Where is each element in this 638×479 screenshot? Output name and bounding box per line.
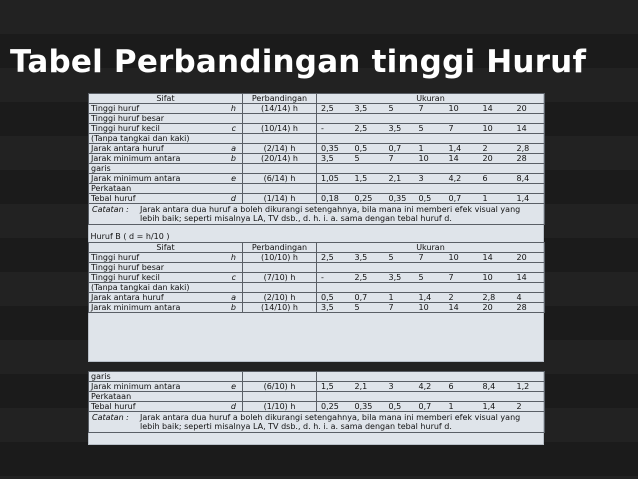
size-cell — [513, 184, 545, 194]
row-label: (Tanpa tangkai dan kaki) — [89, 134, 221, 144]
row-label: Tinggi huruf — [89, 253, 221, 263]
header-ukuran: Ukuran — [317, 94, 545, 104]
row-symbol — [221, 283, 243, 293]
size-cell: 3,5 — [317, 303, 351, 313]
table-row — [89, 303, 545, 313]
table-row — [89, 104, 545, 114]
size-cell — [385, 164, 415, 174]
size-cell — [513, 114, 545, 124]
size-cell: 7 — [415, 253, 445, 263]
table-row — [89, 293, 545, 303]
size-cell — [351, 184, 385, 194]
row-ratio: (6/14) h — [243, 174, 317, 184]
row-ratio — [243, 372, 317, 382]
row-symbol — [221, 263, 243, 273]
table-row — [89, 402, 545, 412]
size-cell — [385, 263, 415, 273]
table-a-body — [89, 104, 545, 204]
size-cell: - — [317, 124, 351, 134]
note-text-b: Jarak antara dua huruf a boleh dikurangi setengahnya, bila mana ini memberi efek visual yang lebih baik; seperti misalnya LA, TV dsb., d. h. i. a. sama dengan tebal huruf d. — [140, 413, 521, 431]
size-cell — [351, 372, 385, 382]
row-label: (Tanpa tangkai dan kaki) — [89, 283, 221, 293]
size-cell — [513, 372, 545, 382]
table-huruf-a — [88, 93, 545, 242]
size-cell: - — [317, 273, 351, 283]
size-cell: 4,2 — [445, 174, 479, 184]
size-cell: 0,5 — [385, 402, 415, 412]
size-cell — [445, 392, 479, 402]
size-cell — [385, 283, 415, 293]
size-cell: 4,2 — [415, 382, 445, 392]
table-row — [89, 114, 545, 124]
note-label-b: Catatan : — [92, 413, 129, 422]
size-cell: 2,1 — [385, 174, 415, 184]
size-cell — [445, 283, 479, 293]
size-cell: 1,5 — [351, 174, 385, 184]
row-ratio: (14/14) h — [243, 104, 317, 114]
row-symbol — [221, 164, 243, 174]
size-cell — [479, 283, 513, 293]
size-cell: 7 — [445, 273, 479, 283]
row-label: garis — [89, 372, 221, 382]
table-b-caption: Huruf B ( d = h/10 ) — [90, 232, 170, 241]
size-cell: 0,35 — [317, 144, 351, 154]
size-cell: 1 — [445, 402, 479, 412]
size-cell: 0,7 — [415, 402, 445, 412]
row-ratio: (10/14) h — [243, 124, 317, 134]
size-cell — [415, 372, 445, 382]
size-cell — [445, 372, 479, 382]
row-symbol — [221, 184, 243, 194]
size-cell: 14 — [513, 273, 545, 283]
table-row — [89, 144, 545, 154]
size-cell — [385, 372, 415, 382]
row-ratio — [243, 263, 317, 273]
size-cell: 0,5 — [351, 144, 385, 154]
table-b-note — [89, 412, 545, 433]
size-cell — [445, 114, 479, 124]
size-cell: 14 — [445, 154, 479, 164]
size-cell — [445, 134, 479, 144]
table-huruf-b — [88, 242, 545, 313]
size-cell: 3 — [385, 382, 415, 392]
size-cell: 14 — [479, 253, 513, 263]
size-cell — [415, 392, 445, 402]
size-cell — [479, 372, 513, 382]
size-cell: 0,7 — [445, 194, 479, 204]
size-cell: 0,5 — [317, 293, 351, 303]
size-cell: 3,5 — [385, 124, 415, 134]
table-row — [89, 134, 545, 144]
size-cell — [513, 263, 545, 273]
size-cell: 0,5 — [415, 194, 445, 204]
size-cell: 20 — [479, 154, 513, 164]
note-label: Catatan : — [92, 205, 129, 214]
size-cell — [317, 114, 351, 124]
size-cell: 2,5 — [317, 104, 351, 114]
size-cell — [317, 372, 351, 382]
table-row — [89, 154, 545, 164]
size-cell: 2,8 — [479, 293, 513, 303]
table-a-note — [89, 204, 545, 225]
row-label: Tebal huruf — [89, 194, 221, 204]
row-label: Jarak antara huruf — [89, 144, 221, 154]
table-row — [89, 263, 545, 273]
size-cell: 5 — [415, 124, 445, 134]
size-cell: 0,18 — [317, 194, 351, 204]
size-cell: 10 — [445, 253, 479, 263]
header-sifat-b: Sifat — [89, 243, 243, 253]
size-cell — [445, 164, 479, 174]
size-cell — [317, 283, 351, 293]
size-cell: 2,5 — [351, 273, 385, 283]
size-cell — [317, 184, 351, 194]
size-cell: 2,5 — [317, 253, 351, 263]
row-ratio: (14/10) h — [243, 303, 317, 313]
size-cell: 28 — [513, 303, 545, 313]
row-symbol: e — [221, 382, 243, 392]
size-cell: 1 — [415, 144, 445, 154]
size-cell: 3,5 — [351, 104, 385, 114]
size-cell: 4 — [513, 293, 545, 303]
size-cell: 0,7 — [385, 144, 415, 154]
table-b-body — [89, 253, 545, 313]
row-ratio: (1/10) h — [243, 402, 317, 412]
size-cell: 0,7 — [351, 293, 385, 303]
size-cell: 7 — [385, 303, 415, 313]
size-cell: 0,35 — [351, 402, 385, 412]
size-cell: 2,5 — [351, 124, 385, 134]
size-cell — [385, 134, 415, 144]
row-label: Jarak minimum antara — [89, 382, 221, 392]
size-cell — [513, 283, 545, 293]
size-cell: 5 — [415, 273, 445, 283]
size-cell — [513, 392, 545, 402]
size-cell — [415, 263, 445, 273]
row-ratio: (10/10) h — [243, 253, 317, 263]
size-cell: 20 — [513, 253, 545, 263]
table-row — [89, 164, 545, 174]
size-cell — [351, 164, 385, 174]
size-cell: 10 — [479, 124, 513, 134]
scanned-table-lower — [88, 371, 544, 445]
row-ratio — [243, 283, 317, 293]
row-symbol: h — [221, 253, 243, 263]
size-cell: 1,2 — [513, 382, 545, 392]
size-cell: 6 — [479, 174, 513, 184]
size-cell: 1 — [479, 194, 513, 204]
size-cell: 2 — [513, 402, 545, 412]
size-cell: 10 — [415, 303, 445, 313]
row-ratio — [243, 184, 317, 194]
table-row — [89, 174, 545, 184]
row-ratio: (1/14) h — [243, 194, 317, 204]
row-symbol: b — [221, 154, 243, 164]
header-perbandingan-b: Perbandingan — [243, 243, 317, 253]
size-cell — [385, 392, 415, 402]
row-ratio: (2/14) h — [243, 144, 317, 154]
row-label: Tinggi huruf besar — [89, 114, 221, 124]
size-cell: 3,5 — [385, 273, 415, 283]
table-row — [89, 124, 545, 134]
size-cell — [351, 392, 385, 402]
row-ratio: (20/14) h — [243, 154, 317, 164]
size-cell — [415, 134, 445, 144]
header-ukuran-b: Ukuran — [317, 243, 545, 253]
size-cell: 2,1 — [351, 382, 385, 392]
row-ratio — [243, 134, 317, 144]
size-cell — [351, 263, 385, 273]
size-cell: 1,4 — [479, 402, 513, 412]
size-cell: 5 — [385, 253, 415, 263]
size-cell: 1,05 — [317, 174, 351, 184]
size-cell — [385, 114, 415, 124]
row-symbol — [221, 114, 243, 124]
row-symbol: a — [221, 293, 243, 303]
size-cell — [479, 134, 513, 144]
size-cell: 0,25 — [317, 402, 351, 412]
table-row — [89, 283, 545, 293]
size-cell — [513, 164, 545, 174]
row-label: Jarak minimum antara — [89, 303, 221, 313]
row-ratio: (7/10) h — [243, 273, 317, 283]
note-text: Jarak antara dua huruf a boleh dikurangi setengahnya, bila mana ini memberi efek visual yang lebih baik; seperti misalnya LA, TV dsb., d. h. i. a. sama dengan tebal huruf d. — [140, 205, 521, 223]
row-label: Tebal huruf — [89, 402, 221, 412]
row-symbol: c — [221, 273, 243, 283]
size-cell: 5 — [351, 154, 385, 164]
size-cell: 5 — [351, 303, 385, 313]
size-cell: 7 — [415, 104, 445, 114]
row-symbol: d — [221, 194, 243, 204]
size-cell — [351, 134, 385, 144]
size-cell: 10 — [445, 104, 479, 114]
row-symbol: b — [221, 303, 243, 313]
row-symbol: a — [221, 144, 243, 154]
row-label: Jarak minimum antara — [89, 154, 221, 164]
size-cell — [445, 263, 479, 273]
table-row — [89, 273, 545, 283]
row-ratio — [243, 392, 317, 402]
row-symbol: h — [221, 104, 243, 114]
size-cell: 10 — [415, 154, 445, 164]
size-cell: 0,35 — [385, 194, 415, 204]
size-cell — [479, 164, 513, 174]
size-cell: 14 — [479, 104, 513, 114]
row-label: Perkataan — [89, 392, 221, 402]
size-cell — [479, 184, 513, 194]
table-row — [89, 392, 545, 402]
size-cell — [317, 164, 351, 174]
size-cell: 14 — [513, 124, 545, 134]
table-b-continued-body — [89, 372, 545, 412]
row-label: Tinggi huruf besar — [89, 263, 221, 273]
table-row — [89, 253, 545, 263]
size-cell — [317, 263, 351, 273]
row-ratio — [243, 164, 317, 174]
table-row — [89, 382, 545, 392]
size-cell: 2 — [445, 293, 479, 303]
size-cell — [479, 114, 513, 124]
size-cell — [351, 283, 385, 293]
size-cell: 1,4 — [415, 293, 445, 303]
row-label: Tinggi huruf kecil — [89, 124, 221, 134]
row-symbol — [221, 372, 243, 382]
scanned-table-upper — [88, 93, 544, 362]
row-label: Tinggi huruf kecil — [89, 273, 221, 283]
size-cell: 3,5 — [351, 253, 385, 263]
row-symbol — [221, 392, 243, 402]
table-row — [89, 194, 545, 204]
size-cell — [415, 114, 445, 124]
size-cell — [385, 184, 415, 194]
size-cell: 6 — [445, 382, 479, 392]
row-symbol: c — [221, 124, 243, 134]
size-cell — [415, 283, 445, 293]
size-cell: 14 — [445, 303, 479, 313]
row-label: Tinggi huruf — [89, 104, 221, 114]
size-cell: 2,8 — [513, 144, 545, 154]
header-perbandingan: Perbandingan — [243, 94, 317, 104]
table-huruf-b-continued — [88, 371, 545, 433]
row-symbol: d — [221, 402, 243, 412]
row-label: Jarak antara huruf — [89, 293, 221, 303]
size-cell: 1,4 — [513, 194, 545, 204]
size-cell — [479, 263, 513, 273]
size-cell: 8,4 — [479, 382, 513, 392]
row-label: Perkataan — [89, 184, 221, 194]
size-cell — [445, 184, 479, 194]
size-cell: 8,4 — [513, 174, 545, 184]
row-symbol — [221, 134, 243, 144]
row-label: garis — [89, 164, 221, 174]
size-cell — [513, 134, 545, 144]
size-cell: 10 — [479, 273, 513, 283]
size-cell: 3 — [415, 174, 445, 184]
header-sifat: Sifat — [89, 94, 243, 104]
size-cell — [317, 134, 351, 144]
size-cell: 5 — [385, 104, 415, 114]
size-cell: 7 — [445, 124, 479, 134]
size-cell: 1 — [385, 293, 415, 303]
row-ratio: (2/10) h — [243, 293, 317, 303]
size-cell: 28 — [513, 154, 545, 164]
row-symbol: e — [221, 174, 243, 184]
size-cell: 1,5 — [317, 382, 351, 392]
slide-title: Tabel Perbandingan tinggi Huruf — [10, 44, 587, 80]
size-cell: 0,25 — [351, 194, 385, 204]
size-cell: 1,4 — [445, 144, 479, 154]
size-cell — [415, 184, 445, 194]
size-cell: 2 — [479, 144, 513, 154]
size-cell — [415, 164, 445, 174]
table-row — [89, 184, 545, 194]
row-ratio: (6/10) h — [243, 382, 317, 392]
row-label: Jarak minimum antara — [89, 174, 221, 184]
size-cell: 3,5 — [317, 154, 351, 164]
size-cell — [351, 114, 385, 124]
row-ratio — [243, 114, 317, 124]
table-row — [89, 372, 545, 382]
size-cell: 20 — [513, 104, 545, 114]
size-cell — [317, 392, 351, 402]
size-cell: 7 — [385, 154, 415, 164]
size-cell: 20 — [479, 303, 513, 313]
size-cell — [479, 392, 513, 402]
